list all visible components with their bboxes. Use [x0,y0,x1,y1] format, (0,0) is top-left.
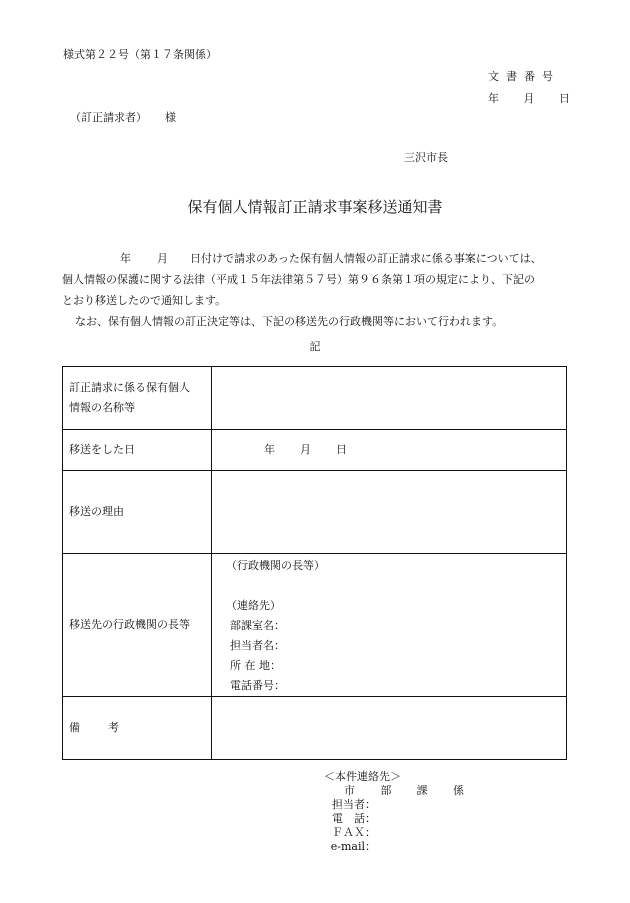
issue-date-month: 月 [523,92,535,105]
destination-contact: （連絡先） [226,599,281,612]
sender: 三沢市長 [404,151,448,164]
table-row [63,430,567,471]
contact-email: e-mail： [330,840,376,853]
table-row [63,697,567,760]
document-title: 保有個人情報訂正請求事案移送通知書 [187,198,443,216]
info-name-field[interactable] [212,367,567,430]
requester-honorific: 様 [165,111,176,124]
contact-block [324,770,464,854]
table-row [63,367,567,430]
destination-head: （行政機関の長等） [226,559,325,572]
remarks-field[interactable] [212,697,567,760]
contact-phone: 電 話： [332,812,376,825]
issue-date-day: 日 [559,92,570,105]
body-year: 年 [120,252,131,265]
contact-header: ＜本件連絡先＞ [324,770,401,783]
transfer-date-field[interactable]: 年 月 日 [212,430,567,471]
table-row [63,471,567,554]
body-line-3: とおり移送したので通知します。 [62,294,227,307]
row-label-transfer-date: 移送をした日 [63,430,212,471]
destination-phone: 電話番号： [230,679,285,692]
ki-heading: 記 [309,340,321,353]
body-line-1-rest: 日付けで請求のあった保有個人情報の訂正請求に係る事案については、 [190,252,542,265]
body-line-2: 個人情報の保護に関する法律（平成１５年法律第５７号）第９６条第１項の規定により、下記の [62,273,535,286]
transfer-reason-field[interactable] [212,471,567,554]
issue-date [488,92,570,105]
destination-address: 所 在 地： [230,659,281,672]
row-label-transfer-reason: 移送の理由 [63,471,212,554]
contact-fax: ＦＡＸ： [332,826,376,839]
form-number: 様式第２２号（第１７条関係） [63,48,217,61]
requester-line [70,111,176,124]
row-label-info-name: 訂正請求に係る保有個人 情報の名称等 [63,367,212,430]
issue-date-year: 年 [488,92,499,105]
contact-dept: 市 部 課 係 [344,784,464,797]
table-row [63,554,567,697]
body-line-1 [62,248,572,269]
row-label-remarks: 備考 [63,697,212,760]
contact-person: 担当者： [332,798,376,811]
row-label-destination: 移送先の行政機関の長等 [63,554,212,697]
destination-field[interactable] [212,554,567,697]
destination-dept: 部課室名： [230,619,285,632]
body-line-4: なお、保有個人情報の訂正決定等は、下記の移送先の行政機関等において行われます。 [75,315,504,328]
destination-person: 担当者名： [230,639,285,652]
body-month: 月 [157,252,168,265]
body-text [62,248,572,332]
document-number-label: 文書番号 [488,70,560,83]
details-table [62,366,567,760]
requester-name: （訂正請求者） [70,111,147,124]
